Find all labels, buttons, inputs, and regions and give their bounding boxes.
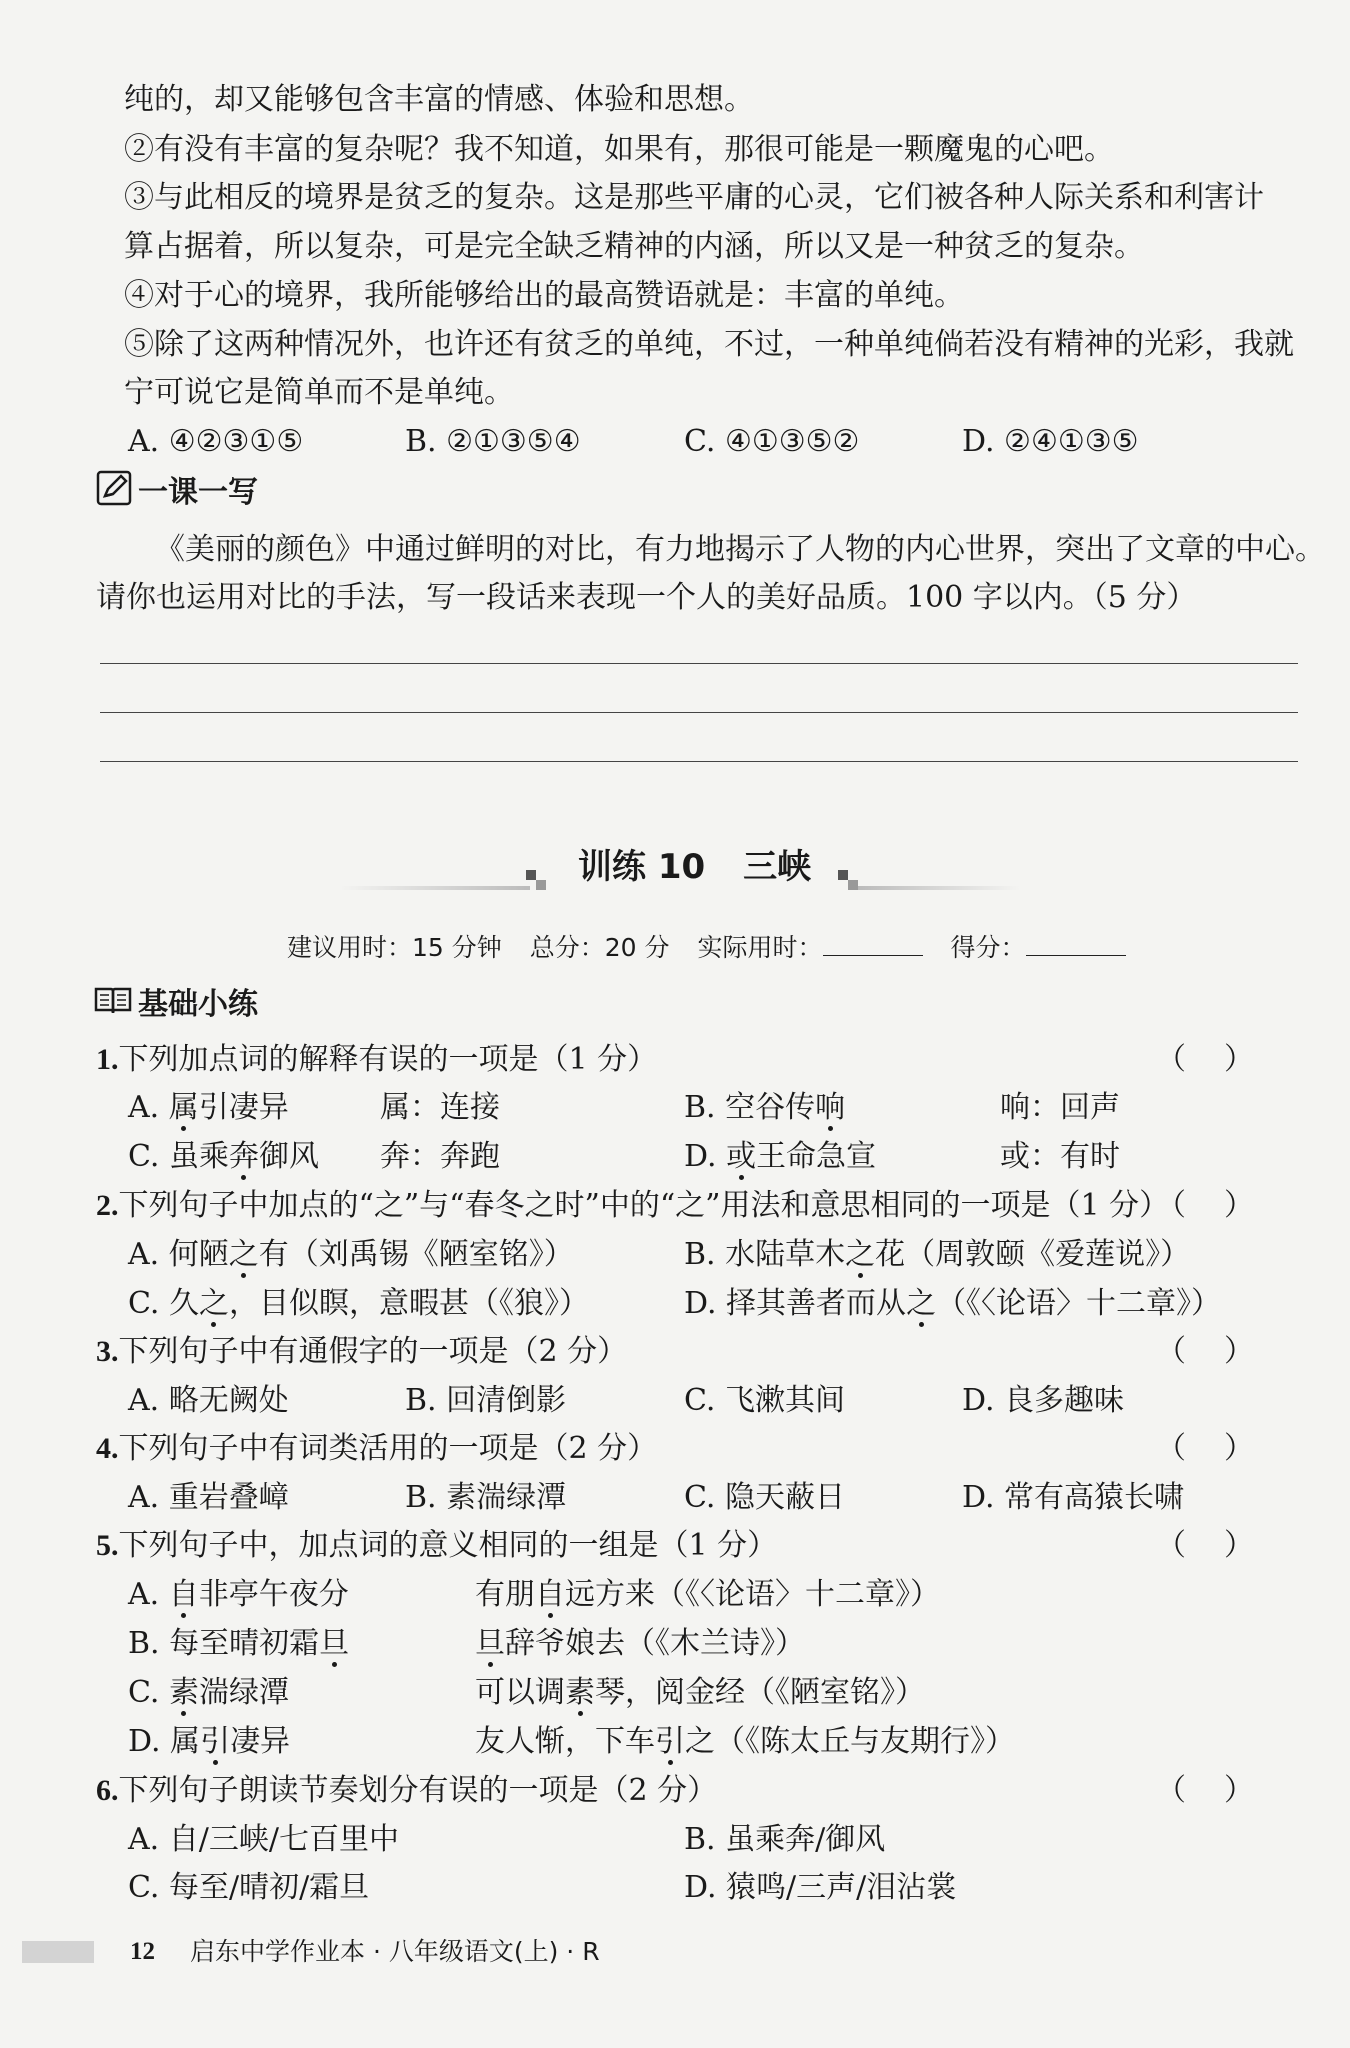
question-3: 3.下列句子中有通假字的一项是（2 分） [96,1334,628,1369]
writing-section-heading [96,470,258,517]
answer-paren[interactable]: （） [1156,1528,1292,1563]
q5-option-a: A. 自非亭午夜分 [128,1577,349,1612]
score-blank[interactable] [1026,931,1126,956]
answer-paren[interactable]: （） [1156,1431,1292,1466]
passage-line: 纯的，却又能够包含丰富的情感、体验和思想。 [124,82,754,117]
training-title [578,842,811,892]
option-d: D. ②④①③⑤ [962,424,1139,459]
q1-gloss-d: 或：有时 [1000,1139,1120,1174]
book-icon [94,985,132,1026]
q1-option-b: B. 空谷传响 [684,1090,846,1125]
answer-paren[interactable]: （） [1156,1334,1292,1369]
question-5: 5.下列句子中，加点词的意义相同的一组是（1 分） [96,1528,778,1563]
q3-option-b: B. 回清倒影 [405,1383,567,1418]
q6-option-c: C. 每至/晴初/霜旦 [128,1870,370,1905]
training-meta [287,930,1126,966]
q2-option-d: D. 择其善者而从之（《〈论语〉十二章》） [684,1286,1222,1321]
writing-prompt-line: 《美丽的颜色》中通过鲜明的对比，有力地揭示了人物的内心世界，突出了文章的中心。 [155,532,1325,567]
lesson-title: 三峡 [743,847,812,887]
answer-paren[interactable]: （） [1156,1042,1292,1077]
answer-line[interactable] [100,761,1298,762]
q6-option-d: D. 猿鸣/三声/泪沾裳 [684,1870,957,1905]
title-right-ornament [838,870,848,880]
q5-option-d-compare: 友人惭，下车引之（《陈太丘与友期行》） [475,1724,1015,1759]
answer-line[interactable] [100,663,1298,664]
basic-practice-heading [94,985,258,1026]
title-right-line [858,886,1020,890]
q3-option-a: A. 略无阙处 [128,1383,289,1418]
q3-option-d: D. 良多趣味 [962,1383,1125,1418]
footer-tab-decoration [22,1941,94,1963]
q4-option-d: D. 常有高猿长啸 [962,1480,1185,1515]
pencil-icon [96,470,132,517]
actual-time-label: 实际用时： [697,933,823,962]
question-2: 2.下列句子中加点的“之”与“春冬之时”中的“之”用法和意思相同的一项是（1 分） [96,1188,1170,1223]
q5-option-b-compare: 旦辞爷娘去（《木兰诗》） [475,1626,805,1661]
q3-option-c: C. 飞漱其间 [684,1383,845,1418]
training-title-block [340,840,1020,900]
title-left-ornament [526,870,536,880]
q5-option-d: D. 属引凄异 [128,1724,291,1759]
q5-option-c: C. 素湍绿潭 [128,1675,289,1710]
passage-line: 宁可说它是简单而不是单纯。 [124,375,514,410]
question-1: 1.下列加点词的解释有误的一项是（1 分） [96,1042,658,1077]
title-right-ornament [848,880,858,890]
passage-line: ③与此相反的境界是贫乏的复杂。这是那些平庸的心灵，它们被各种人际关系和利害计 [124,180,1264,215]
q1-option-c: C. 虽乘奔御风 [128,1139,319,1174]
writing-prompt-line: 请你也运用对比的手法，写一段话来表现一个人的美好品质。100 字以内。（5 分） [96,580,1197,615]
title-left-line [340,886,530,890]
q5-option-b: B. 每至晴初霜旦 [128,1626,350,1661]
question-6: 6.下列句子朗读节奏划分有误的一项是（2 分） [96,1773,718,1808]
q5-option-c-compare: 可以调素琴，阅金经（《陋室铭》） [475,1675,925,1710]
q6-option-b: B. 虽乘奔/御风 [684,1822,886,1857]
answer-line[interactable] [100,712,1298,713]
q6-option-a: A. 自/三峡/七百里中 [128,1822,399,1857]
title-left-ornament [536,880,546,890]
q1-option-a: A. 属引凄异 [128,1090,289,1125]
q2-option-a: A. 何陋之有（刘禹锡《陋室铭》） [128,1237,574,1272]
q1-gloss-c: 奔：奔跑 [380,1139,500,1174]
q1-gloss-b: 响：回声 [1000,1090,1120,1125]
q5-option-a-compare: 有朋自远方来（《〈论语〉十二章》） [475,1577,940,1612]
answer-paren[interactable]: （） [1156,1773,1292,1808]
q1-option-d: D. 或王命急宣 [684,1139,877,1174]
q2-option-b: B. 水陆草木之花（周敦颐《爱莲说》） [684,1237,1191,1272]
total-score: 总分：20 分 [529,933,670,962]
score-label: 得分： [950,933,1026,962]
q2-option-c: C. 久之，目似瞑，意暇甚（《狼》） [128,1286,589,1321]
training-number: 训练 10 [578,847,706,887]
option-b: B. ②①③⑤④ [405,424,581,459]
q4-option-a: A. 重岩叠嶂 [128,1480,289,1515]
page-number: 12 [130,1938,155,1965]
passage-line: ⑤除了这两种情况外，也许还有贫乏的单纯，不过，一种单纯倘若没有精神的光彩，我就 [124,327,1294,362]
writing-heading-text: 一课一写 [138,475,258,510]
passage-line: ④对于心的境界，我所能够给出的最高赞语就是：丰富的单纯。 [124,278,964,313]
book-title: 启东中学作业本 · 八年级语文(上) · R [190,1937,600,1966]
q4-option-b: B. 素湍绿潭 [405,1480,567,1515]
q4-option-c: C. 隐天蔽日 [684,1480,845,1515]
option-a: A. ④②③①⑤ [128,424,304,459]
option-c: C. ④①③⑤② [684,424,860,459]
question-4: 4.下列句子中有词类活用的一项是（2 分） [96,1431,658,1466]
answer-paren[interactable]: （） [1156,1188,1292,1223]
passage-line: ②有没有丰富的复杂呢？我不知道，如果有，那很可能是一颗魔鬼的心吧。 [124,132,1114,167]
passage-line: 算占据着，所以复杂，可是完全缺乏精神的内涵，所以又是一种贫乏的复杂。 [124,229,1144,264]
basic-practice-text: 基础小练 [138,987,258,1022]
actual-time-blank[interactable] [823,931,923,956]
suggested-time: 建议用时：15 分钟 [287,933,502,962]
q1-gloss-a: 属：连接 [380,1090,500,1125]
